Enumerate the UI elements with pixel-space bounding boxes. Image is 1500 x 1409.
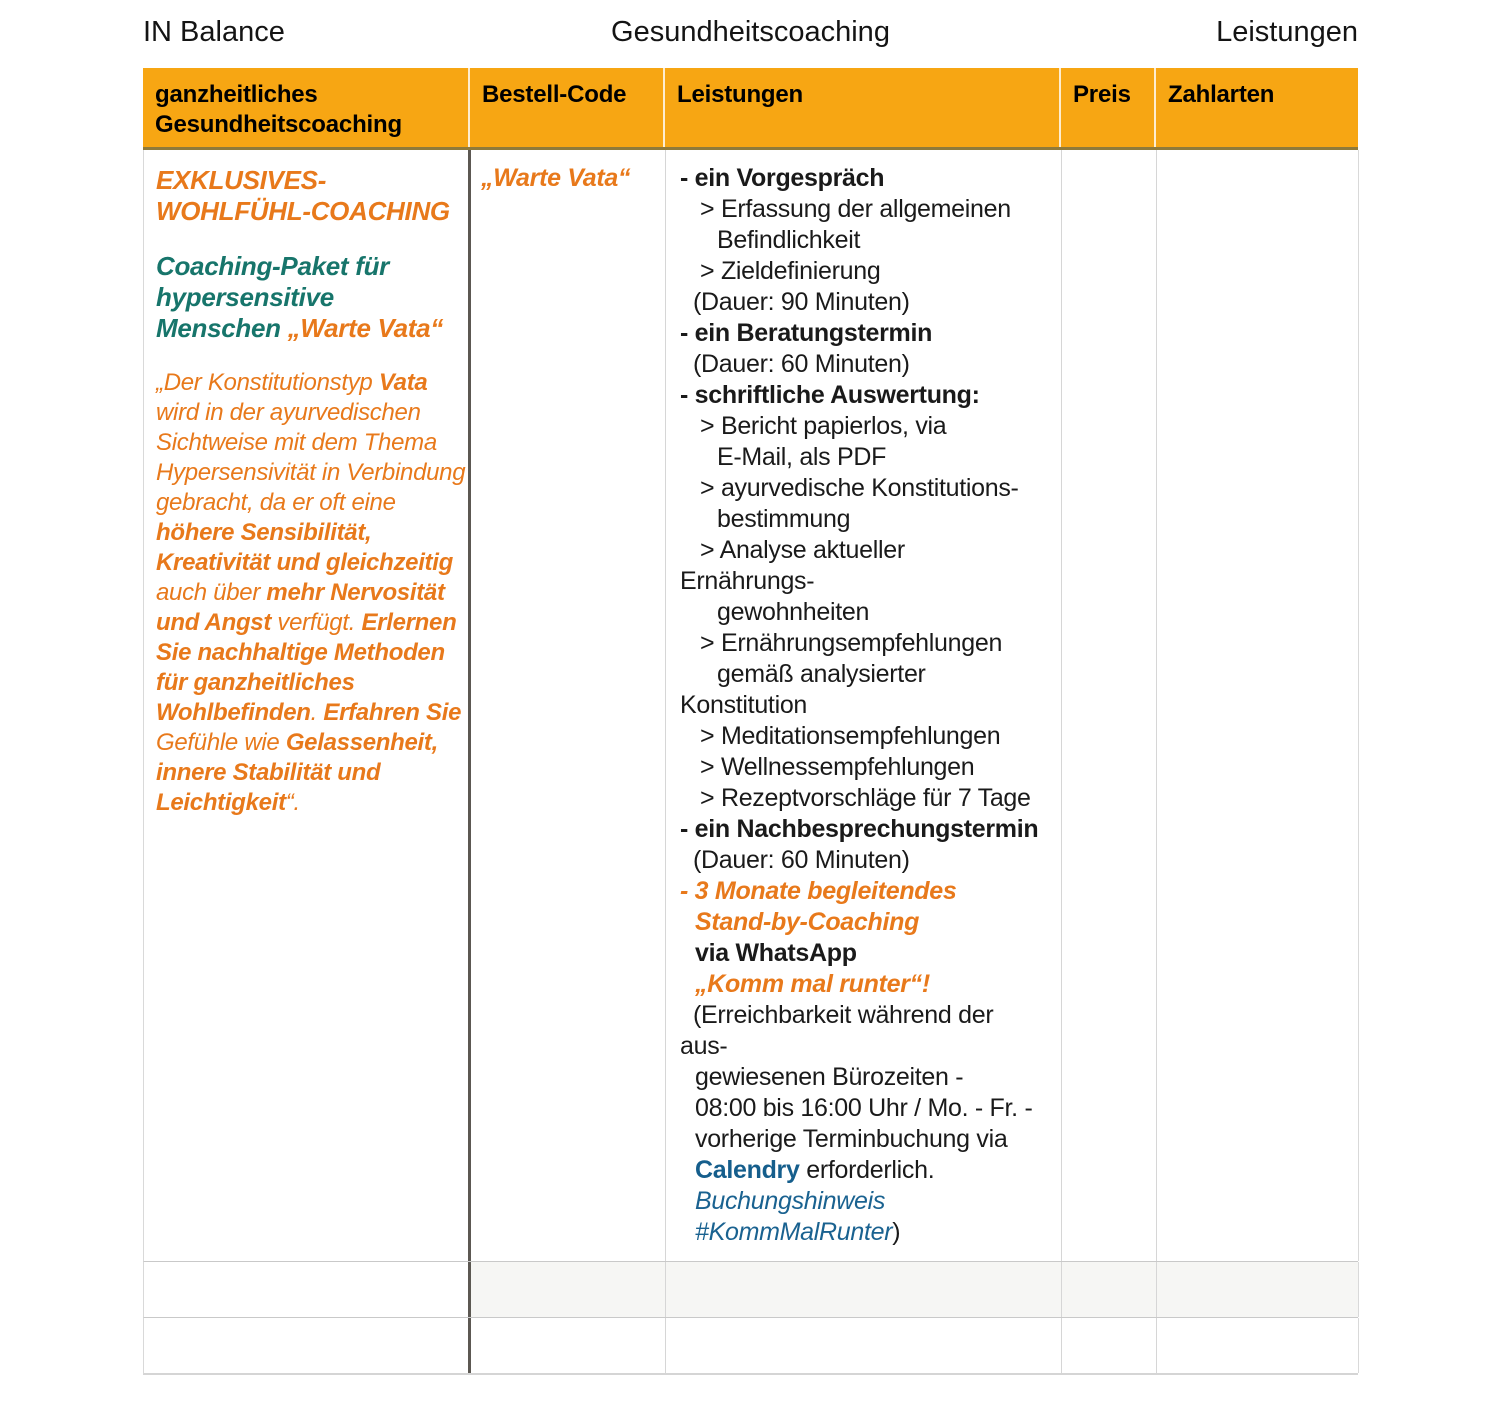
text-line: #KommMalRunter): [695, 1218, 901, 1246]
text-line: Sie nachhaltige Methoden: [156, 639, 445, 666]
text-line: - ein Nachbesprechungstermin: [680, 815, 1039, 843]
order-code-cell: [471, 150, 666, 1261]
text-line: - ein Beratungstermin: [680, 319, 933, 347]
services-list: [680, 163, 1047, 1248]
order-code: „Warte Vata“: [481, 164, 631, 192]
pricing-table: [143, 68, 1358, 1375]
text-line: > Rezeptvorschläge für 7 Tage: [700, 784, 1031, 812]
text-line: hypersensitive: [156, 282, 334, 312]
payment-cell-empty: [1157, 150, 1359, 1261]
text-line: aus-: [680, 1032, 728, 1060]
text-line: höhere Sensibilität,: [156, 519, 372, 546]
text-line: > Zieldefinierung: [700, 257, 881, 285]
header-brand: IN Balance: [143, 16, 285, 48]
text-line: Kreativität und gleichzeitig: [156, 549, 453, 576]
package-subtitle: [156, 251, 456, 344]
document-header: [143, 16, 1358, 68]
empty-cell: [144, 1262, 471, 1317]
empty-cell: [471, 1262, 666, 1317]
text-line: „Komm mal runter“!: [695, 970, 930, 998]
text-line: Wohlbefinden. Erfahren Sie: [156, 699, 462, 726]
text-line: Calendry erforderlich.: [695, 1156, 935, 1184]
text-line: - 3 Monate begleitendes: [680, 877, 957, 905]
empty-cell: [144, 1318, 471, 1373]
text-line: gemäß analysierter: [717, 660, 926, 688]
price-cell-empty: [1062, 150, 1157, 1261]
text-line: > Analyse aktueller: [700, 536, 905, 564]
text-line: > Bericht papierlos, via: [700, 412, 947, 440]
text-line: - schriftliche Auswertung:: [680, 381, 980, 409]
empty-cell: [666, 1262, 1062, 1317]
text-line: innere Stabilität und: [156, 759, 381, 786]
text-line: EXKLUSIVES-: [156, 165, 327, 195]
table-row-package: [143, 150, 1358, 1262]
empty-cell: [1062, 1318, 1157, 1373]
text-line: 08:00 bis 16:00 Uhr / Mo. - Fr. -: [695, 1094, 1033, 1122]
text-line: Coaching-Paket für: [156, 251, 389, 281]
header-cell-leistungen: Leistungen: [665, 68, 1061, 147]
empty-cell: [1062, 1262, 1157, 1317]
services-cell: [666, 150, 1062, 1261]
empty-cell: [1157, 1262, 1359, 1317]
text-line: „Der Konstitutionstyp Vata: [156, 369, 428, 396]
text-line: (Dauer: 60 Minuten): [693, 846, 910, 874]
text-line: bestimmung: [717, 505, 851, 533]
header-cell-zahlarten: Zahlarten: [1168, 81, 1275, 108]
text-line: Menschen „Warte Vata“: [156, 313, 444, 343]
text-line: (Erreichbarkeit während der: [693, 1001, 994, 1029]
text-line: > Ernährungsempfehlungen: [700, 629, 1003, 657]
header-cell-preis: Preis: [1061, 68, 1156, 147]
text-line: für ganzheitliches: [156, 669, 355, 696]
text-line: (Dauer: 60 Minuten): [693, 350, 910, 378]
text-line: Sichtweise mit dem Thema: [156, 429, 437, 456]
text-line: via WhatsApp: [695, 939, 857, 967]
text-line: gebracht, da er oft eine: [156, 489, 396, 516]
text-line: Gefühle wie Gelassenheit,: [156, 729, 438, 756]
text-line: gewiesenen Bürozeiten -: [695, 1063, 964, 1091]
text-line: WOHLFÜHL-COACHING: [156, 196, 450, 226]
text-line: Ernährungs-: [680, 567, 815, 595]
empty-cell: [471, 1318, 666, 1373]
text-line: gewohnheiten: [717, 598, 870, 626]
text-line: und Angst verfügt. Erlernen: [156, 609, 457, 636]
header-cell-bestellcode: Bestell-Code: [470, 68, 665, 147]
text-line: Stand-by-Coaching: [695, 908, 920, 936]
text-line: Leichtigkeit“.: [156, 789, 300, 816]
text-line: (Dauer: 90 Minuten): [693, 288, 910, 316]
text-line: auch über mehr Nervosität: [156, 579, 445, 606]
package-cell-content: [156, 165, 466, 818]
package-description: [156, 368, 466, 818]
header-title: Gesundheitscoaching: [611, 16, 890, 48]
table-row-empty-2: [143, 1318, 1358, 1375]
table-row-empty-1: [143, 1262, 1358, 1318]
package-cell: [144, 150, 471, 1261]
text-line: - ein Vorgespräch: [680, 164, 885, 192]
text-line: > Meditationsempfehlungen: [700, 722, 1001, 750]
text-line: > Wellnessempfehlungen: [700, 753, 975, 781]
package-title: [156, 165, 456, 227]
header-cell-coaching: ganzheitliches Gesundheitscoaching: [143, 68, 470, 147]
empty-cell: [666, 1318, 1062, 1373]
text-line: Befindlichkeit: [717, 226, 861, 254]
document-content: [143, 16, 1358, 1375]
text-line: E-Mail, als PDF: [717, 443, 887, 471]
text-line: wird in der ayurvedischen: [156, 399, 421, 426]
text-line: Hypersensivität in Verbindung: [156, 459, 466, 486]
empty-cell: [1157, 1318, 1359, 1373]
text-line: > ayurvedische Konstitutions-: [700, 474, 1019, 502]
text-line: > Erfassung der allgemeinen: [700, 195, 1011, 223]
text-line: Buchungshinweis: [695, 1187, 886, 1215]
text-line: vorherige Terminbuchung via: [695, 1125, 1008, 1153]
table-header-row: [143, 68, 1358, 150]
text-line: Konstitution: [680, 691, 808, 719]
header-section: Leistungen: [1216, 16, 1358, 48]
